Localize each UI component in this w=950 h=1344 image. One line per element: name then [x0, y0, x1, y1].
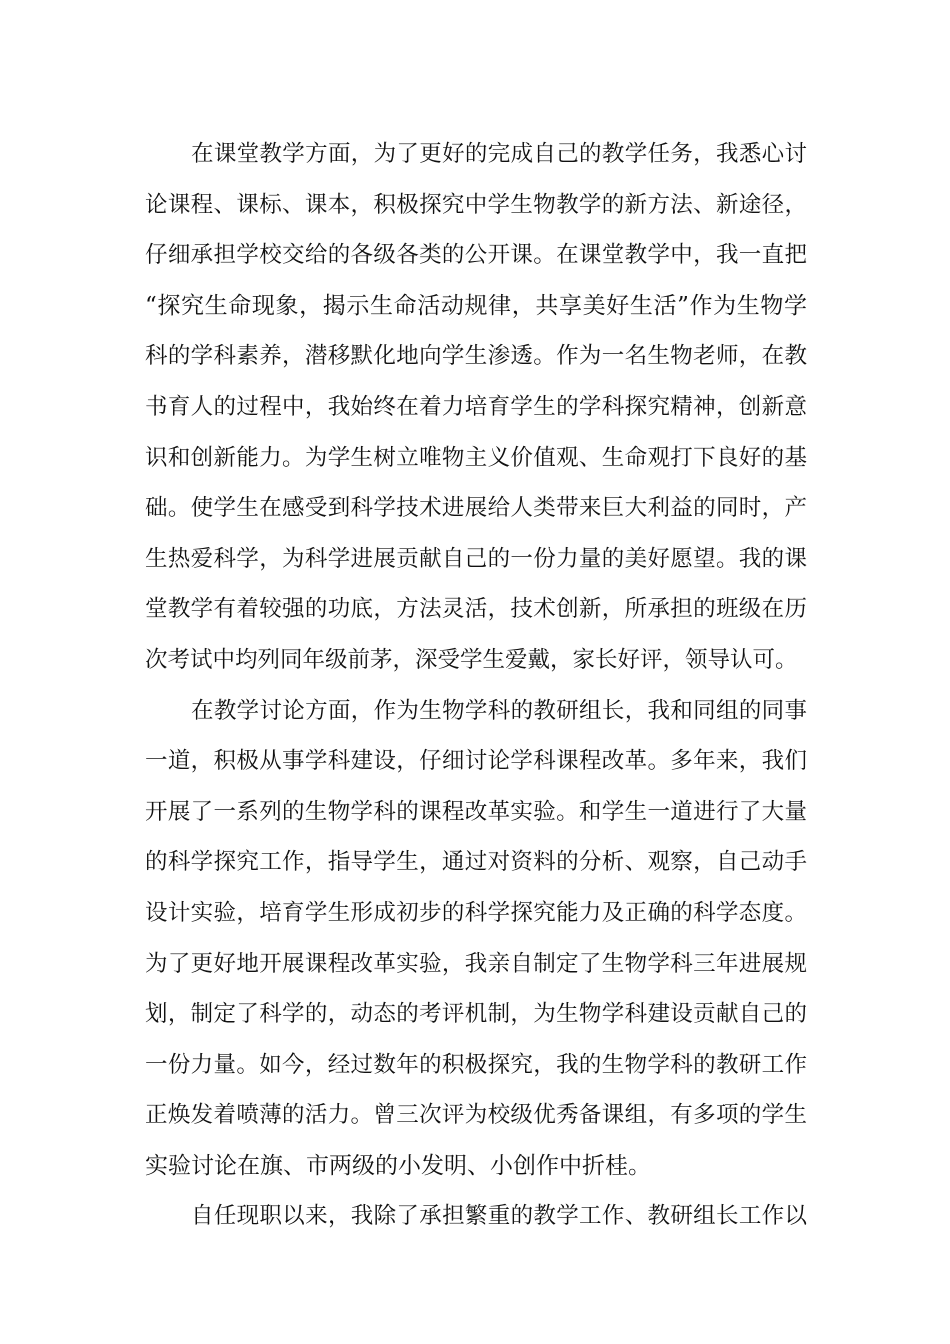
text-line: 础。使学生在感受到科学技术进展给人类带来巨大利益的同时，产 [145, 495, 807, 522]
text-line: 实验讨论在旗、市两级的小发明、小创作中折桂。 [145, 1152, 651, 1179]
text-line: 在课堂教学方面，为了更好的完成自己的教学任务，我悉心讨 [191, 141, 807, 167]
text-line: 生热爱科学，为科学进展贡献自己的一份力量的美好愿望。我的课 [145, 545, 807, 572]
text-line: 堂教学有着较强的功底，方法灵活，技术创新，所承担的班级在历 [145, 596, 807, 623]
text-line: 一份力量。如今，经过数年的积极探究，我的生物学科的教研工作 [145, 1051, 807, 1078]
text-line: 开展了一系列的生物学科的课程改革实验。和学生一道进行了大量 [145, 798, 807, 825]
text-line: 划，制定了科学的，动态的考评机制，为生物学科建设贡献自己的 [145, 1001, 807, 1028]
text-line: 设计实验，培育学生形成初步的科学探究能力及正确的科学态度。 [145, 899, 807, 926]
text-line: 论课程、课标、课本，积极探究中学生物教学的新方法、新途径， [145, 191, 807, 218]
text-line: 仔细承担学校交给的各级各类的公开课。在课堂教学中，我一直把 [145, 242, 807, 269]
text-line: 次考试中均列同年级前茅，深受学生爱戴，家长好评，领导认可。 [145, 646, 798, 673]
text-line: 的科学探究工作，指导学生，通过对资料的分析、观察，自己动手 [145, 849, 807, 876]
text-line: 在教学讨论方面，作为生物学科的教研组长，我和同组的同事 [191, 697, 807, 724]
text-line: 为了更好地开展课程改革实验，我亲自制定了生物学科三年进展规 [145, 950, 807, 977]
text-line: 科的学科素养，潜移默化地向学生渗透。作为一名生物老师，在教 [145, 343, 807, 370]
text-line: 正焕发着喷薄的活力。曾三次评为校级优秀备课组，有多项的学生 [145, 1102, 807, 1129]
text-line: 识和创新能力。为学生树立唯物主义价值观、生命观打下良好的基 [145, 444, 807, 471]
text-line: “探究生命现象，揭示生命活动规律，共享美好生活”作为生物学 [145, 292, 807, 319]
text-line: 自任现职以来，我除了承担繁重的教学工作、教研组长工作以 [191, 1203, 807, 1230]
document-body [145, 129, 807, 1242]
text-line: 一道，积极从事学科建设，仔细讨论学科课程改革。多年来，我们 [145, 748, 807, 775]
text-line: 书育人的过程中，我始终在着力培育学生的学科探究精神，创新意 [145, 393, 807, 420]
